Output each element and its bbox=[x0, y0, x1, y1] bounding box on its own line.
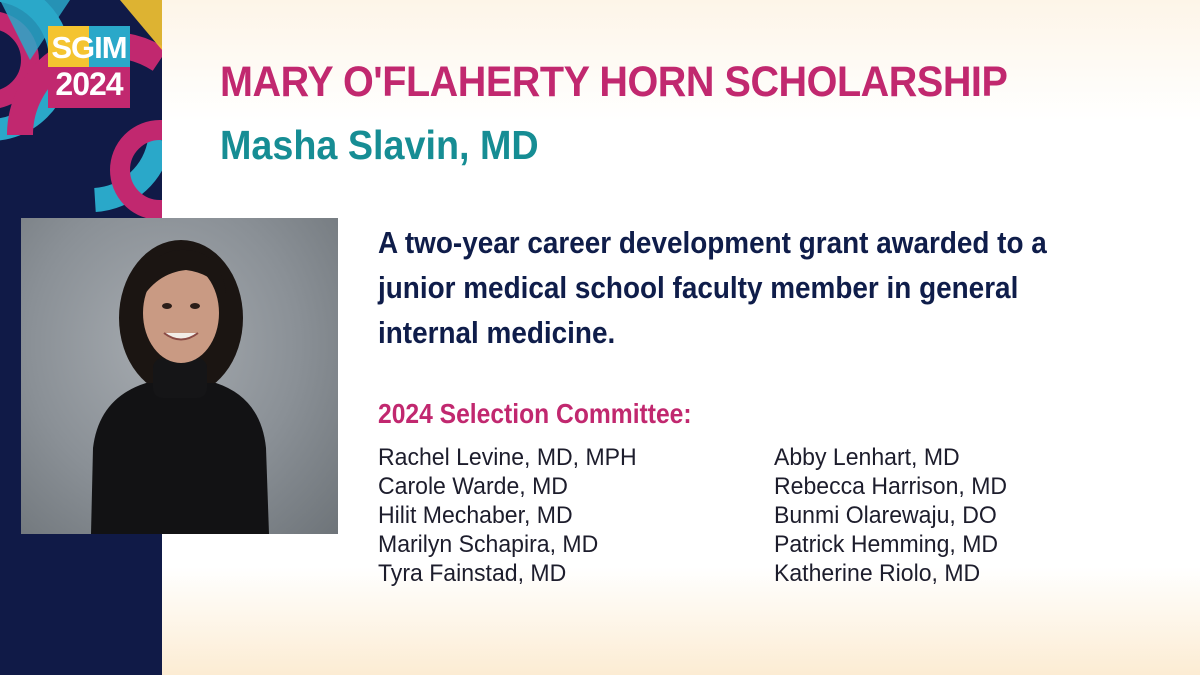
recipient-photo bbox=[21, 218, 338, 534]
committee-heading: 2024 Selection Committee: bbox=[378, 398, 692, 429]
committee-member: Katherine Riolo, MD bbox=[774, 560, 981, 587]
award-title: MARY O'FLAHERTY HORN SCHOLARSHIP bbox=[220, 58, 1008, 106]
committee-member: Marilyn Schapira, MD bbox=[378, 531, 599, 558]
committee-list-right bbox=[774, 443, 1017, 588]
committee-member: Patrick Hemming, MD bbox=[774, 531, 999, 558]
committee-member: Rachel Levine, MD, MPH bbox=[378, 444, 637, 471]
committee-member: Tyra Fainstad, MD bbox=[378, 560, 567, 587]
logo-text bbox=[48, 30, 130, 102]
committee-member: Carole Warde, MD bbox=[378, 473, 568, 500]
committee-member: Hilit Mechaber, MD bbox=[378, 502, 573, 529]
logo-line1: SGIM bbox=[51, 30, 127, 65]
committee-member: Abby Lenhart, MD bbox=[774, 444, 960, 471]
portrait-silhouette-icon bbox=[21, 218, 338, 534]
logo-line2: 2024 bbox=[55, 66, 123, 102]
award-description: A two-year career development grant awarded to a junior medical school faculty member in general internal medicine. bbox=[378, 225, 1047, 350]
committee-list-left bbox=[378, 443, 647, 588]
committee-member: Bunmi Olarewaju, DO bbox=[774, 502, 997, 529]
committee-member: Rebecca Harrison, MD bbox=[774, 473, 1008, 500]
recipient-name: Masha Slavin, MD bbox=[220, 122, 539, 168]
